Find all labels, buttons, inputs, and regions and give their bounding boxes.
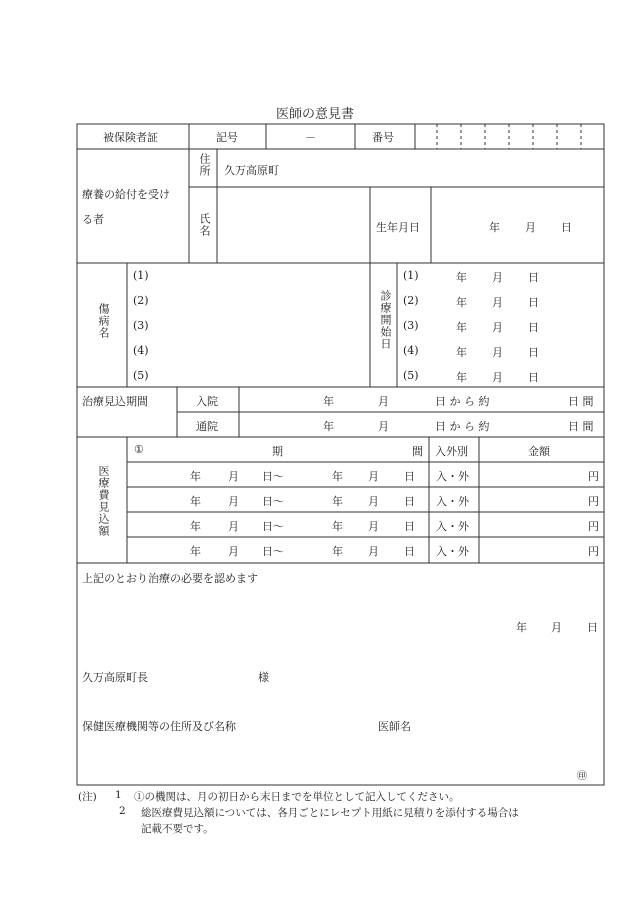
recipient-label-line1: 療養の給付を受け <box>82 188 170 201</box>
cost-row-day-to: 日 <box>404 520 415 533</box>
page-title: 医師の意見書 <box>275 107 354 122</box>
start-item-year: 年 <box>456 371 467 384</box>
cost-row-day-to: 日 <box>404 495 415 508</box>
cost-row-day-from: 日〜 <box>262 470 284 483</box>
disease-item-num: (1) <box>133 269 149 282</box>
start-item-num: (5) <box>403 369 419 382</box>
insured-label: 被保険者証 <box>103 131 158 144</box>
cost-row-day-from: 日〜 <box>262 545 284 558</box>
start-item-month: 月 <box>492 321 503 334</box>
cost-row-day-from: 日〜 <box>262 520 284 533</box>
sama-label: 様 <box>258 671 269 684</box>
start-item-day: 日 <box>528 296 539 309</box>
amount-header: 金額 <box>528 445 550 458</box>
period-month: 月 <box>378 420 389 433</box>
period-from: 日 か ら 約 <box>435 420 490 433</box>
note-2-number: 2 <box>119 805 126 817</box>
note-1-text: ①の機関は、月の初日から末日までを単位として記入してください。 <box>134 791 460 803</box>
period-year: 年 <box>323 420 334 433</box>
institution-label: 保健医療機関等の住所及び名称 <box>82 720 236 733</box>
note-2-text-b: 記載不要です。 <box>141 823 214 835</box>
start-item-year: 年 <box>456 346 467 359</box>
cost-row-inout: 入・外 <box>436 495 469 508</box>
doctor-label: 医師名 <box>378 720 411 733</box>
cert-year: 年 <box>516 621 527 634</box>
start-item-month: 月 <box>492 296 503 309</box>
period-month: 月 <box>378 395 389 408</box>
period-type: 入院 <box>196 395 218 408</box>
kigo-label: 記号 <box>216 131 238 144</box>
mayor-label: 久万高原町長 <box>82 671 148 684</box>
start-item-day: 日 <box>528 346 539 359</box>
disease-item-num: (3) <box>133 319 149 332</box>
birth-day: 日 <box>561 221 572 234</box>
cost-row-day-to: 日 <box>404 470 415 483</box>
cost-row-month-to: 月 <box>368 495 379 508</box>
cost-row-month-from: 月 <box>228 520 239 533</box>
cost-row-yen: 円 <box>588 520 599 533</box>
seal-mark: ㊞ <box>577 771 587 782</box>
name-label: 氏名 <box>198 213 211 237</box>
cert-day: 日 <box>587 621 598 634</box>
cost-row-yen: 円 <box>588 470 599 483</box>
cost-row-month-from: 月 <box>228 495 239 508</box>
period-days: 日 間 <box>568 395 594 408</box>
cert-statement: 上記のとおり治療の必要を認めます <box>82 572 258 585</box>
period-a: 期 <box>272 445 283 458</box>
period-year: 年 <box>323 395 334 408</box>
birth-month: 月 <box>525 221 536 234</box>
start-item-num: (3) <box>403 319 419 332</box>
cost-row-inout: 入・外 <box>436 545 469 558</box>
cert-month: 月 <box>551 621 562 634</box>
address-value: 久万高原町 <box>224 164 279 177</box>
birth-label: 生年月日 <box>376 221 420 234</box>
start-item-num: (1) <box>403 269 419 282</box>
cost-row-month-to: 月 <box>368 520 379 533</box>
period-days: 日 間 <box>568 420 594 433</box>
disease-item-num: (5) <box>133 369 149 382</box>
note-2-text-a: 総医療費見込額については、各月ごとにレセプト用紙に見積りを添付する場合は <box>141 807 519 819</box>
start-item-year: 年 <box>456 321 467 334</box>
start-date-label: 診療開始日 <box>379 290 392 350</box>
disease-item-num: (4) <box>133 344 149 357</box>
cost-row-month-from: 月 <box>228 470 239 483</box>
cost-row-yen: 円 <box>588 495 599 508</box>
period-from: 日 か ら 約 <box>435 395 490 408</box>
kigo-dash: － <box>305 131 316 144</box>
cost-row-year-to: 年 <box>332 545 343 558</box>
address-label: 住所 <box>198 153 211 177</box>
note-prefix: (注) <box>78 791 97 803</box>
start-item-day: 日 <box>528 271 539 284</box>
start-item-num: (4) <box>403 344 419 357</box>
cost-row-month-to: 月 <box>368 470 379 483</box>
period-type: 通院 <box>196 420 218 433</box>
period-label: 治療見込期間 <box>82 395 148 408</box>
cost-row-year-to: 年 <box>332 520 343 533</box>
disease-item-num: (2) <box>133 294 149 307</box>
cost-row-inout: 入・外 <box>436 520 469 533</box>
start-item-month: 月 <box>492 371 503 384</box>
start-item-month: 月 <box>492 346 503 359</box>
start-item-year: 年 <box>456 296 467 309</box>
inout-header: 入外別 <box>435 445 468 458</box>
cost-row-yen: 円 <box>588 545 599 558</box>
cost-row-year-to: 年 <box>332 470 343 483</box>
circle-one: ① <box>134 443 144 456</box>
cost-row-day-to: 日 <box>404 545 415 558</box>
cost-row-year-from: 年 <box>190 520 201 533</box>
note-1-number: 1 <box>115 789 122 801</box>
start-item-year: 年 <box>456 271 467 284</box>
disease-label: 傷病名 <box>97 303 110 339</box>
cost-row-month-from: 月 <box>228 545 239 558</box>
start-item-month: 月 <box>492 271 503 284</box>
start-item-num: (2) <box>403 294 419 307</box>
cost-row-year-from: 年 <box>190 545 201 558</box>
start-item-day: 日 <box>528 321 539 334</box>
bango-label: 番号 <box>372 131 394 144</box>
cost-label: 医療費見込額 <box>97 465 110 537</box>
cost-row-inout: 入・外 <box>436 470 469 483</box>
birth-year: 年 <box>489 221 500 234</box>
cost-row-year-from: 年 <box>190 495 201 508</box>
cost-row-month-to: 月 <box>368 545 379 558</box>
recipient-label-line2: る者 <box>82 213 104 226</box>
cost-row-year-from: 年 <box>190 470 201 483</box>
period-b: 間 <box>412 445 423 458</box>
cost-row-day-from: 日〜 <box>262 495 284 508</box>
start-item-day: 日 <box>528 371 539 384</box>
cost-row-year-to: 年 <box>332 495 343 508</box>
